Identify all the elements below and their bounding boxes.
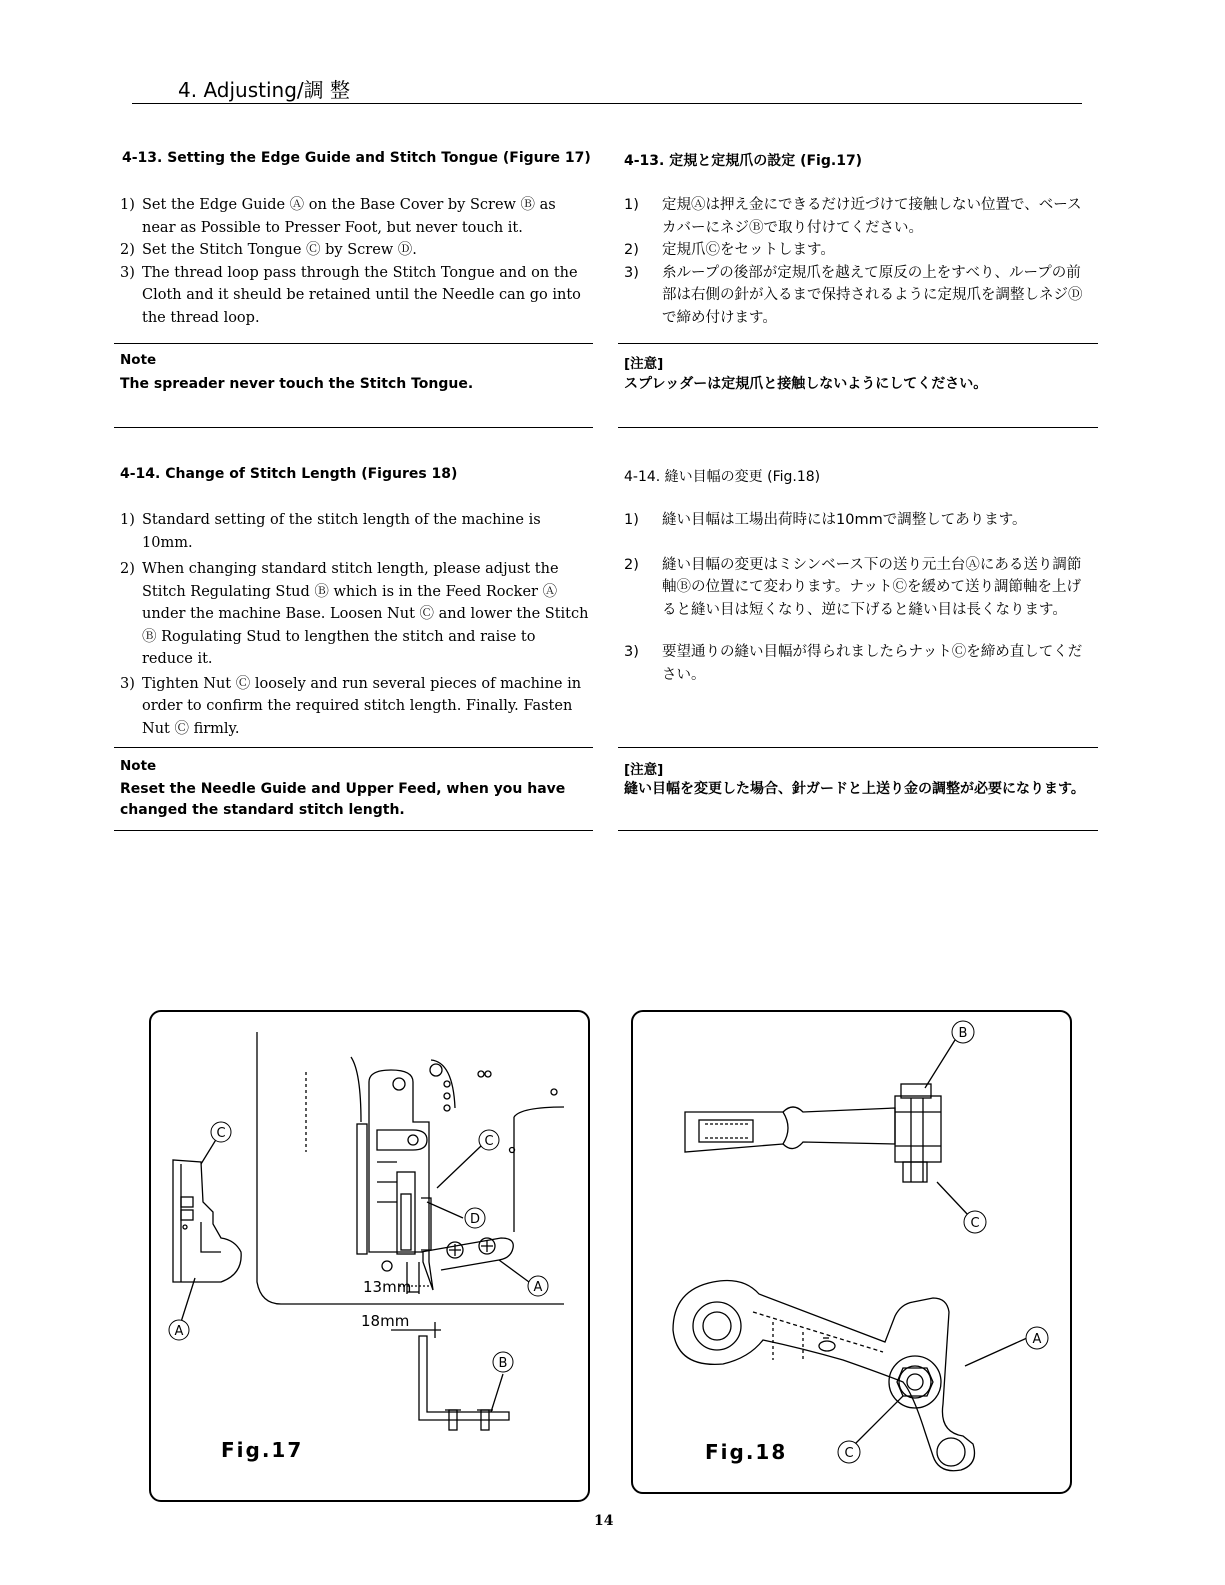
item-number: 2) <box>120 242 135 258</box>
item-number: 1) <box>120 197 135 213</box>
note-rule-top <box>618 343 1098 344</box>
list-item <box>624 262 1094 330</box>
note-rule-top <box>618 747 1098 748</box>
callout-c <box>838 1441 860 1463</box>
item-number: 1) <box>624 197 639 213</box>
note-text: スプレッダーは定規爪と接触しないようにしてください。 <box>624 376 988 392</box>
item-number: 3) <box>624 264 639 281</box>
item-text: 縫い目幅の変更はミシンベース下の送り元土台Ⓐにある送り調節軸Ⓑの位置にて変わります。ナットⒸを緩めて送り調節軸を上げると縫い目は短くなり、逆に下げると縫い目は長くなります。 <box>662 556 1082 618</box>
item-number: 2) <box>624 242 639 258</box>
item-text: Set the Stitch Tongue Ⓒ by Screw Ⓓ. <box>142 242 417 258</box>
svg-text:C: C <box>484 1134 494 1149</box>
note-text: Reset the Needle Guide and Upper Feed, when you have changed the standard stitch length. <box>120 781 566 818</box>
section-14-jp-list <box>624 509 1094 686</box>
dimension-18mm: 18mm <box>361 1312 410 1330</box>
section-14-jp-title: 4-14. 縫い目幅の変更 (Fig.18) <box>624 469 821 485</box>
note-rule-bottom <box>114 427 593 428</box>
figure-17-drawing <box>151 1012 588 1500</box>
note-text: 縫い目幅を変更した場合、針ガードと上送り金の調整が必要になります。 <box>624 781 1085 797</box>
figure-18-drawing <box>633 1012 1070 1492</box>
section-14-en-list <box>120 509 590 740</box>
list-item <box>120 262 590 330</box>
note-rule-top <box>114 747 593 748</box>
item-number: 3) <box>624 644 639 660</box>
section-13-jp-title: 4-13. 定規と定規爪の設定 (Fig.17) <box>624 153 863 169</box>
note-rule-top <box>114 343 593 344</box>
list-item <box>624 239 1094 262</box>
figure-18-label: Fig.18 <box>705 1440 788 1464</box>
callout-c <box>211 1122 231 1142</box>
callout-b <box>952 1021 974 1043</box>
svg-text:D: D <box>469 1212 481 1227</box>
item-text: The thread loop pass through the Stitch Tongue and on the Cloth and it sheuld be retained until the Needle can go into the thread loop. <box>142 264 581 326</box>
dimension-13mm: 13mm <box>363 1278 412 1296</box>
note-label: Note <box>120 758 157 774</box>
page-number: 14 <box>594 1513 614 1529</box>
item-text: Tighten Nut Ⓒ loosely and run several pieces of machine in order to confirm the required stitch length. Finally. Fasten Nut Ⓒ firmly. <box>142 675 582 737</box>
svg-text:C: C <box>844 1446 854 1461</box>
list-item <box>120 673 590 741</box>
list-item <box>120 239 590 262</box>
note-text: The spreader never touch the Stitch Tongue. <box>120 376 474 392</box>
item-number: 1) <box>120 512 135 528</box>
item-text: 要望通りの縫い目幅が得られましたらナットⒸを締め直してください。 <box>662 644 1083 683</box>
list-item <box>120 194 590 239</box>
item-text: 縫い目幅は工場出荷時には10mmで調整してあります。 <box>662 512 1027 528</box>
figure-17 <box>149 1010 590 1502</box>
svg-text:A: A <box>533 1280 543 1295</box>
item-text: Standard setting of the stitch length of the machine is 10mm. <box>142 512 541 551</box>
list-item <box>624 641 1094 686</box>
list-item <box>624 554 1094 622</box>
list-item <box>624 194 1094 239</box>
item-number: 2) <box>120 561 135 577</box>
svg-text:C: C <box>216 1126 226 1141</box>
svg-text:C: C <box>970 1216 980 1231</box>
page-header-title: 4. Adjusting/調 整 <box>178 78 350 102</box>
svg-text:B: B <box>958 1026 968 1041</box>
note-rule-bottom <box>114 830 593 831</box>
svg-text:A: A <box>174 1324 184 1339</box>
note-rule-bottom <box>618 427 1098 428</box>
item-number: 3) <box>120 264 135 281</box>
section-13-en-list <box>120 194 590 329</box>
item-number: 3) <box>120 675 135 692</box>
item-number: 1) <box>624 512 639 528</box>
callout-a <box>1026 1327 1048 1349</box>
note-rule-bottom <box>618 830 1098 831</box>
callout-c <box>479 1130 499 1150</box>
list-item <box>120 509 590 554</box>
header-rule <box>132 103 1082 104</box>
svg-text:A: A <box>1032 1332 1042 1347</box>
item-text: Set the Edge Guide Ⓐ on the Base Cover by Screw Ⓑ as near as Possible to Presser Foot, but never touch it. <box>142 197 556 236</box>
item-text: 糸ループの後部が定規爪を越えて原反の上をすべり、ループの前部は右側の針が入るまで保持されるように定規爪を調整しネジⒹで締め付けます。 <box>662 264 1083 326</box>
section-13-jp-list <box>624 194 1094 329</box>
section-14-en-title: 4-14. Change of Stitch Length (Figures 18) <box>120 466 458 482</box>
item-text: 定規爪Ⓒをセットします。 <box>662 242 835 258</box>
callout-d <box>465 1208 485 1228</box>
figure-17-label: Fig.17 <box>221 1438 304 1462</box>
note-label: Note <box>120 352 157 368</box>
note-label: [注意] <box>624 356 664 372</box>
item-number: 2) <box>624 556 639 573</box>
callout-c <box>964 1211 986 1233</box>
list-item <box>120 558 590 671</box>
item-text: When changing standard stitch length, please adjust the Stitch Regulating Stud Ⓑ which is in the Feed Rocker Ⓐ under the machine Base. Loosen Nut Ⓒ and lower the Stitch Ⓑ Rogulating Stud to lengthen the stitch and raise to reduce it. <box>142 561 589 667</box>
note-label: [注意] <box>624 762 664 778</box>
svg-text:B: B <box>498 1356 508 1371</box>
callout-a <box>528 1276 548 1296</box>
callout-b <box>493 1352 513 1372</box>
figure-18 <box>631 1010 1072 1494</box>
section-13-en-title: 4-13. Setting the Edge Guide and Stitch Tongue (Figure 17) <box>122 150 591 166</box>
item-text: 定規Ⓐは押え金にできるだけ近づけて接触しない位置で、ベースカバーにネジⒷで取り付けてください。 <box>662 197 1082 236</box>
callout-a <box>169 1320 189 1340</box>
list-item <box>624 509 1094 532</box>
